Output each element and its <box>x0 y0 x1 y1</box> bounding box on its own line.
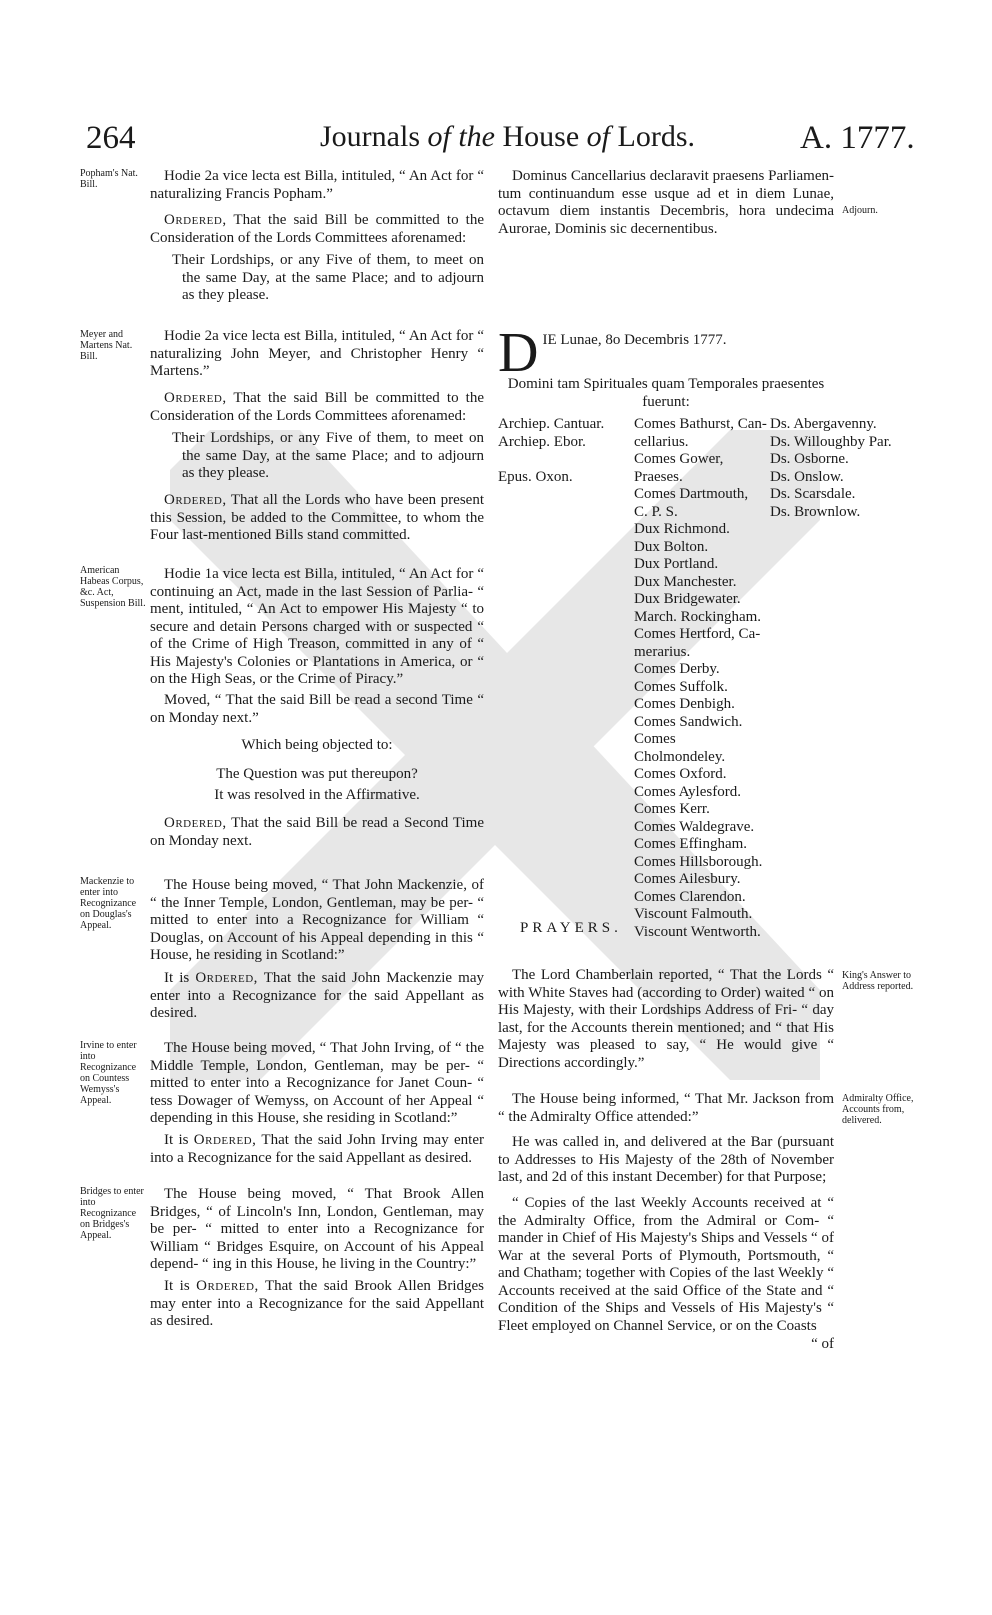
running-title-word-4: of <box>586 120 610 153</box>
temporal-entry: Comes Denbigh. <box>634 696 735 712</box>
temporal-entry: Comes Derby. <box>634 661 720 677</box>
entry-copies: “ Copies of the last Weekly Accounts received at “ the Admiralty Office, from the Admiral or Com- “ mander in Chief of His Majesty's Ships and Vessels “ of War at the several Ports of Plymouth, Portsmouth, “ and Chatham; together with Copies of the last Weekly “ Accounts received at the said Office of the State and “ Condition of the Ships and Vessels of His Majesty's “ Fleet employed on Channel Service, or on the Coasts <box>498 1195 834 1334</box>
entry-popham-committee: Their Lordships, or any Five of them, to meet on the same Day, at the same Place; and to adjourn as they please. <box>172 252 484 303</box>
spiritual-entry: Archiep. Ebor. <box>498 433 586 450</box>
running-title-word-1: Journals <box>320 120 420 153</box>
temporal-entry: Dux Bolton. <box>634 538 709 555</box>
entry-all-lords-ordered: Ordered, That all the Lords who have been present this Session, be added to the Committee, to whom the Four last-mentioned Bills stand committed. <box>150 492 484 543</box>
barons-entry: Ds. Abergavenny. <box>770 416 877 432</box>
spiritual-entry: Epus. Oxon. <box>498 468 573 485</box>
temporal-entry: Dux Richmond. <box>634 521 730 537</box>
temporal-entry: Comes Oxford. <box>634 766 727 782</box>
margin-note-bridges: Bridges to enter into Recognizance on Bridges's Appeal. <box>80 1186 144 1241</box>
temporal-entry: March. Rockingham. <box>634 608 762 625</box>
barons-entry: Ds. Willoughby Par. <box>770 433 892 450</box>
temporal-entry: Comes Hertford, Ca- <box>634 626 761 642</box>
temporal-entry: Comes Dartmouth, <box>634 486 749 502</box>
entry-habeas-question: The Question was put thereupon? <box>216 766 418 782</box>
spiritual-lords <box>498 416 628 486</box>
entry-meyer-reading: Hodie 2a vice lecta est Billa, intituled, “ An Act for “ naturalizing John Meyer, and Christopher Henry “ Martens.” <box>150 328 484 379</box>
prayers-heading: PRAYERS. <box>520 920 622 936</box>
entry-irving-ordered: It is Ordered, That the said John Irving may enter into a Recognizance for the said Appellant as desired. <box>150 1132 484 1166</box>
spiritual-entry <box>498 451 628 469</box>
temporal-entry: Comes Aylesford. <box>634 783 741 800</box>
entry-popham-reading: Hodie 2a vice lecta est Billa, intituled, “ An Act for “ naturalizing Francis Popham.” <box>150 168 484 202</box>
entry-admiralty-informed: The House being informed, “ That Mr. Jackson from “ the Admiralty Office attended:” <box>498 1091 834 1125</box>
temporal-entry: Viscount Falmouth. <box>634 906 753 922</box>
temporal-entry: Dux Bridgewater. <box>634 591 741 607</box>
entry-bridges-moved: The House being moved, “ That Brook Allen Bridges, “ of Lincoln's Inn, London, Gentleman, may be per- “ mitted to enter into a Recognizance for William “ Bridges Esquire, on Account of his Appeal depend- “ ing in this House, he living in the Country:” <box>150 1186 484 1272</box>
running-title <box>320 120 695 154</box>
temporal-lords <box>634 416 770 941</box>
entry-habeas-moved: Moved, “ That the said Bill be read a second Time “ on Monday next.” <box>150 692 484 726</box>
entry-meyer-committee: Their Lordships, or any Five of them, to meet on the same Day, at the same Place; and to adjourn as they please. <box>172 430 484 481</box>
margin-note-american: American Habeas Corpus, &c. Act, Suspension Bill. <box>80 565 146 609</box>
entry-popham-ordered: Ordered, That the said Bill be committed to the Consideration of the Lords Committees aforenamed: <box>150 212 484 246</box>
barons <box>770 416 920 521</box>
margin-note-adjourn: Adjourn. <box>842 205 878 216</box>
catchword: “ of <box>811 1336 834 1352</box>
entry-called-in: He was called in, and delivered at the Bar (pursuant to Addresses to His Majesty of the 28th of November last, and 2d of this instant December) for that Purpose; <box>498 1134 834 1185</box>
present-line: Domini tam Spirituales quam Temporales praesentes fuerunt: <box>507 376 825 410</box>
temporal-entry: Comes Kerr. <box>634 801 710 817</box>
barons-entry: Ds. Onslow. <box>770 468 844 485</box>
temporal-entry: merarius. <box>634 643 691 660</box>
entry-habeas-ordered: Ordered, That the said Bill be read a Second Time on Monday next. <box>150 815 484 849</box>
temporal-entry: Comes Cholmondeley. <box>634 731 726 765</box>
entry-mackenzie-ordered: It is Ordered, That the said John Mackenzie may enter into a Recognizance for the said Appellant as desired. <box>150 970 484 1021</box>
running-title-word-2: of the <box>427 120 495 153</box>
page-year: A. 1777. <box>800 120 915 156</box>
entry-habeas-reading: Hodie 1a vice lecta est Billa, intituled, “ An Act for “ continuing an Act, made in the last Session of Parlia- “ ment, intituled, “ An Act to empower His Majesty “ to secure and detain Persons charged with or suspected “ of the Crime of High Treason, committed in any of “ His Majesty's Colonies or Plantations in America, or “ on the High Seas, or the Crime of Piracy.” <box>150 566 484 687</box>
temporal-entry: Dux Manchester. <box>634 573 737 590</box>
entry-irving-moved: The House being moved, “ That John Irving, of “ the Middle Temple, London, Gentleman, may be per- “ mitted to enter into a Recognizance for Janet Coun- “ tess Dowager of Wemyss, on Account of her Appeal “ depending in this House, she residing in Scotland:” <box>150 1040 484 1126</box>
entry-adjournment: Dominus Cancellarius declaravit praesens Parliamen- tum continuandum esse usque ad et in diem Lunae, octavum diem instantis Decembris, hora undecima Aurorae, Dominis sic decernentibus. <box>498 168 834 237</box>
barons-entry: Ds. Brownlow. <box>770 503 861 520</box>
temporal-entry: C. P. S. <box>634 503 678 520</box>
entry-habeas-resolved: It was resolved in the Affirmative. <box>214 787 420 803</box>
entry-habeas-objected: Which being objected to: <box>241 737 393 753</box>
entry-bridges-ordered: It is Ordered, That the said Brook Allen Bridges may enter into a Recognizance for the said Appellant as desired. <box>150 1278 484 1329</box>
temporal-entry: Dux Portland. <box>634 556 719 572</box>
sitting-date-heading: D IE Lunae, 8o Decembris 1777. <box>498 322 727 384</box>
temporal-entry: Viscount Wentworth. <box>634 923 761 940</box>
entry-meyer-ordered: Ordered, That the said Bill be committed to the Consideration of the Lords Committees aforenamed: <box>150 390 484 424</box>
page-number: 264 <box>86 120 136 156</box>
temporal-entry: Comes Effingham. <box>634 836 748 852</box>
margin-note-kings-answer: King's Answer to Address reported. <box>842 970 914 992</box>
temporal-entry: Comes Clarendon. <box>634 888 746 905</box>
temporal-entry: Comes Bathurst, Can- <box>634 416 767 432</box>
running-title-word-3: House <box>502 120 580 153</box>
temporal-entry: cellarius. <box>634 433 689 450</box>
drop-cap: D <box>498 322 539 384</box>
entry-chamberlain-report: The Lord Chamberlain reported, “ That the Lords “ with White Staves had (according to Order) waited “ on His Majesty, with their Lordships Address of Fri- “ day last, for the Accounts therein mentioned; and “ that His Majesty was pleased to say, “ He would give “ Directions accordingly.” <box>498 967 834 1071</box>
margin-note-mackenzie: Mackenzie to enter into Recognizance on Douglas's Appeal. <box>80 876 137 931</box>
temporal-entry: Comes Gower, Praeses. <box>634 451 724 485</box>
running-title-word-5: Lords. <box>617 120 695 153</box>
margin-note-irving: Irvine to enter into Recognizance on Countess Wemyss's Appeal. <box>80 1040 137 1106</box>
entry-mackenzie-moved: The House being moved, “ That John Mackenzie, of “ the Inner Temple, London, Gentleman, may be per- “ mitted to enter into a Recognizance for William “ Douglas, on Account of his Appeal depending in this “ House, he residing in Scotland:” <box>150 877 484 963</box>
temporal-entry: Comes Ailesbury. <box>634 871 741 887</box>
temporal-entry: Comes Waldegrave. <box>634 818 755 835</box>
temporal-entry: Comes Hillsborough. <box>634 853 763 870</box>
margin-note-meyer: Meyer and Martens Nat. Bill. <box>80 329 133 362</box>
margin-note-pophams: Popham's Nat. Bill. <box>80 168 138 190</box>
temporal-entry: Comes Sandwich. <box>634 713 743 730</box>
temporal-entry: Comes Suffolk. <box>634 678 728 695</box>
barons-entry: Ds. Scarsdale. <box>770 486 856 502</box>
barons-entry: Ds. Osborne. <box>770 451 849 467</box>
spiritual-entry: Archiep. Cantuar. <box>498 416 605 432</box>
margin-note-admiralty: Admiralty Office, Accounts from, delivered. <box>842 1093 914 1126</box>
